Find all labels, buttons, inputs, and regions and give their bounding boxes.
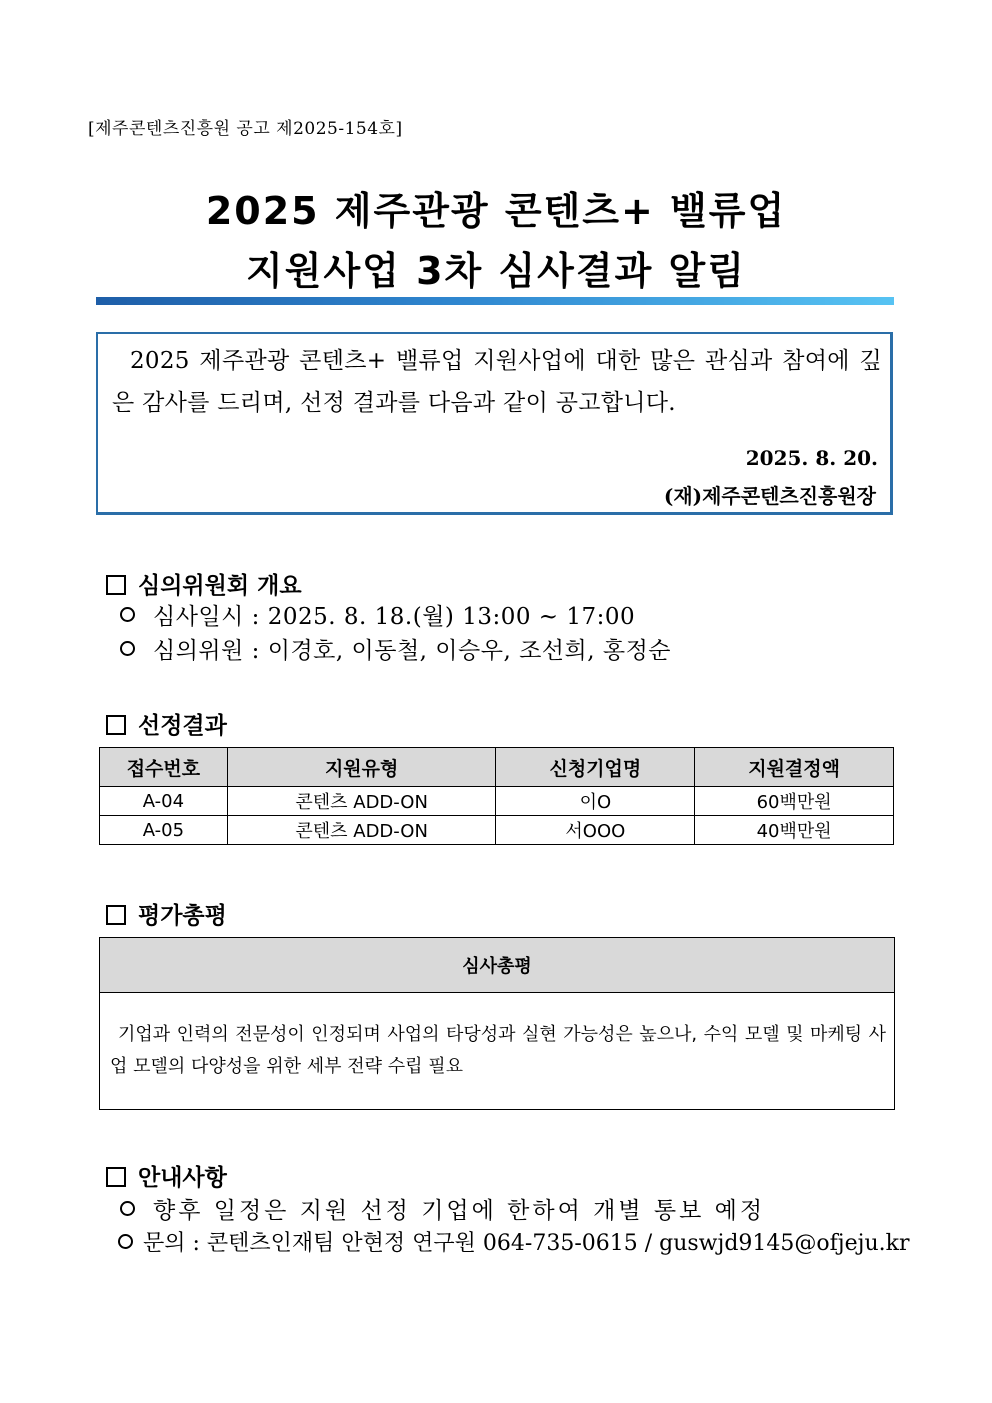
- circle-bullet-icon: [118, 1234, 133, 1249]
- table-row: [100, 816, 894, 845]
- section-results-label: 선정결과: [138, 712, 227, 739]
- column-header: 신청기업명: [496, 748, 695, 787]
- column-header: 지원유형: [227, 748, 496, 787]
- notice-number: [제주콘텐츠진흥원 공고 제2025-154호]: [88, 119, 403, 139]
- column-header: 심사총평: [100, 938, 895, 993]
- title-line-1: 2025 제주관광 콘텐츠+ 밸류업: [205, 189, 787, 233]
- title-line-2: 지원사업 3차 심사결과 알림: [246, 249, 746, 293]
- guide-item-schedule: [120, 1192, 765, 1225]
- table-cell: 40백만원: [695, 816, 894, 845]
- table-cell: 이O: [496, 787, 695, 816]
- table-row: [100, 993, 895, 1110]
- table-cell: A-05: [100, 816, 228, 845]
- column-header: 접수번호: [100, 748, 228, 787]
- checkbox-square-icon: [106, 575, 126, 595]
- section-guide-heading: [106, 1159, 227, 1192]
- committee-item-date: [120, 598, 635, 631]
- table-row: [100, 787, 894, 816]
- circle-bullet-icon: [120, 1201, 135, 1216]
- table-header-row: [100, 748, 894, 787]
- evaluation-text: 기업과 인력의 전문성이 인정되며 사업의 타당성과 실현 가능성은 높으나, 수익 모델 및 마케팅 사업 모델의 다양성을 위한 세부 전략 수립 필요: [110, 1024, 886, 1077]
- results-table: [99, 747, 894, 845]
- table-header-row: [100, 938, 895, 993]
- circle-bullet-icon: [120, 607, 135, 622]
- guide-item-contact: [118, 1226, 909, 1257]
- checkbox-square-icon: [106, 905, 126, 925]
- intro-text: 2025 제주관광 콘텐츠+ 밸류업 지원사업에 대한 많은 관심과 참여에 깊은 감사를 드리며, 선정 결과를 다음과 같이 공고합니다.: [112, 348, 882, 416]
- section-evaluation-label: 평가총평: [138, 902, 227, 929]
- committee-item-text: 심의위원 : 이경호, 이동철, 이승우, 조선희, 홍정순: [153, 638, 672, 664]
- guide-item-text: 문의 : 콘텐츠인재팀 안현정 연구원 064-735-0615 / guswjd9145@ofjeju.kr: [143, 1231, 910, 1256]
- guide-item-text: 향후 일정은 지원 선정 기업에 한하여 개별 통보 예정: [153, 1198, 766, 1224]
- checkbox-square-icon: [106, 715, 126, 735]
- table-cell: 콘텐츠 ADD-ON: [227, 816, 496, 845]
- committee-item-members: [120, 632, 671, 665]
- table-cell: 60백만원: [695, 787, 894, 816]
- checkbox-square-icon: [106, 1167, 126, 1187]
- evaluation-table: [99, 937, 895, 1110]
- section-results-heading: [106, 707, 227, 740]
- section-evaluation-heading: [106, 897, 227, 930]
- table-cell: 서OOO: [496, 816, 695, 845]
- section-committee-label: 심의위원회 개요: [138, 572, 302, 599]
- announcement-date: 2025. 8. 20.: [745, 446, 878, 470]
- section-committee-heading: [106, 567, 302, 600]
- table-cell: A-04: [100, 787, 228, 816]
- column-header: 지원결정액: [695, 748, 894, 787]
- committee-item-text: 심사일시 : 2025. 8. 18.(월) 13:00 ~ 17:00: [153, 604, 636, 630]
- announcement-signature: (재)제주콘텐츠진흥원장: [663, 484, 876, 508]
- circle-bullet-icon: [120, 641, 135, 656]
- title-underline: [96, 297, 894, 305]
- table-cell: 콘텐츠 ADD-ON: [227, 787, 496, 816]
- section-guide-label: 안내사항: [138, 1164, 227, 1191]
- table-cell: [100, 993, 895, 1110]
